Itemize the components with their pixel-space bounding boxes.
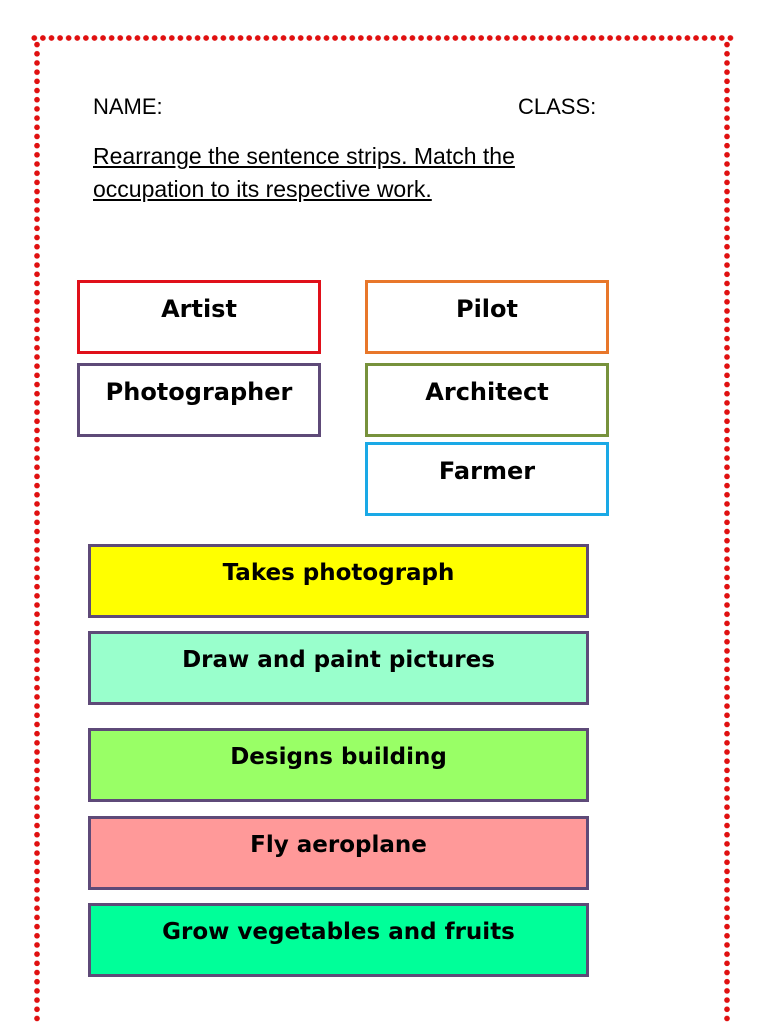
occupation-card-farmer[interactable]: Farmer xyxy=(365,442,609,516)
work-strip-fly-aeroplane[interactable]: Fly aeroplane xyxy=(88,816,589,890)
instructions: Rearrange the sentence strips. Match the occupation to its respective work. xyxy=(93,143,515,202)
work-strip-draw-and-paint[interactable]: Draw and paint pictures xyxy=(88,631,589,705)
occupation-card-pilot[interactable]: Pilot xyxy=(365,280,609,354)
dotted-border-left xyxy=(32,40,42,1024)
dotted-border-top xyxy=(30,33,736,43)
work-strip-grow-vegetables[interactable]: Grow vegetables and fruits xyxy=(88,903,589,977)
class-label: CLASS: xyxy=(518,94,597,119)
work-strip-takes-photograph[interactable]: Takes photograph xyxy=(88,544,589,618)
occupation-card-artist[interactable]: Artist xyxy=(77,280,321,354)
occupation-card-photographer[interactable]: Photographer xyxy=(77,363,321,437)
name-label: NAME: xyxy=(93,94,163,119)
work-strip-designs-building[interactable]: Designs building xyxy=(88,728,589,802)
dotted-border-right xyxy=(722,40,732,1024)
occupation-card-architect[interactable]: Architect xyxy=(365,363,609,437)
